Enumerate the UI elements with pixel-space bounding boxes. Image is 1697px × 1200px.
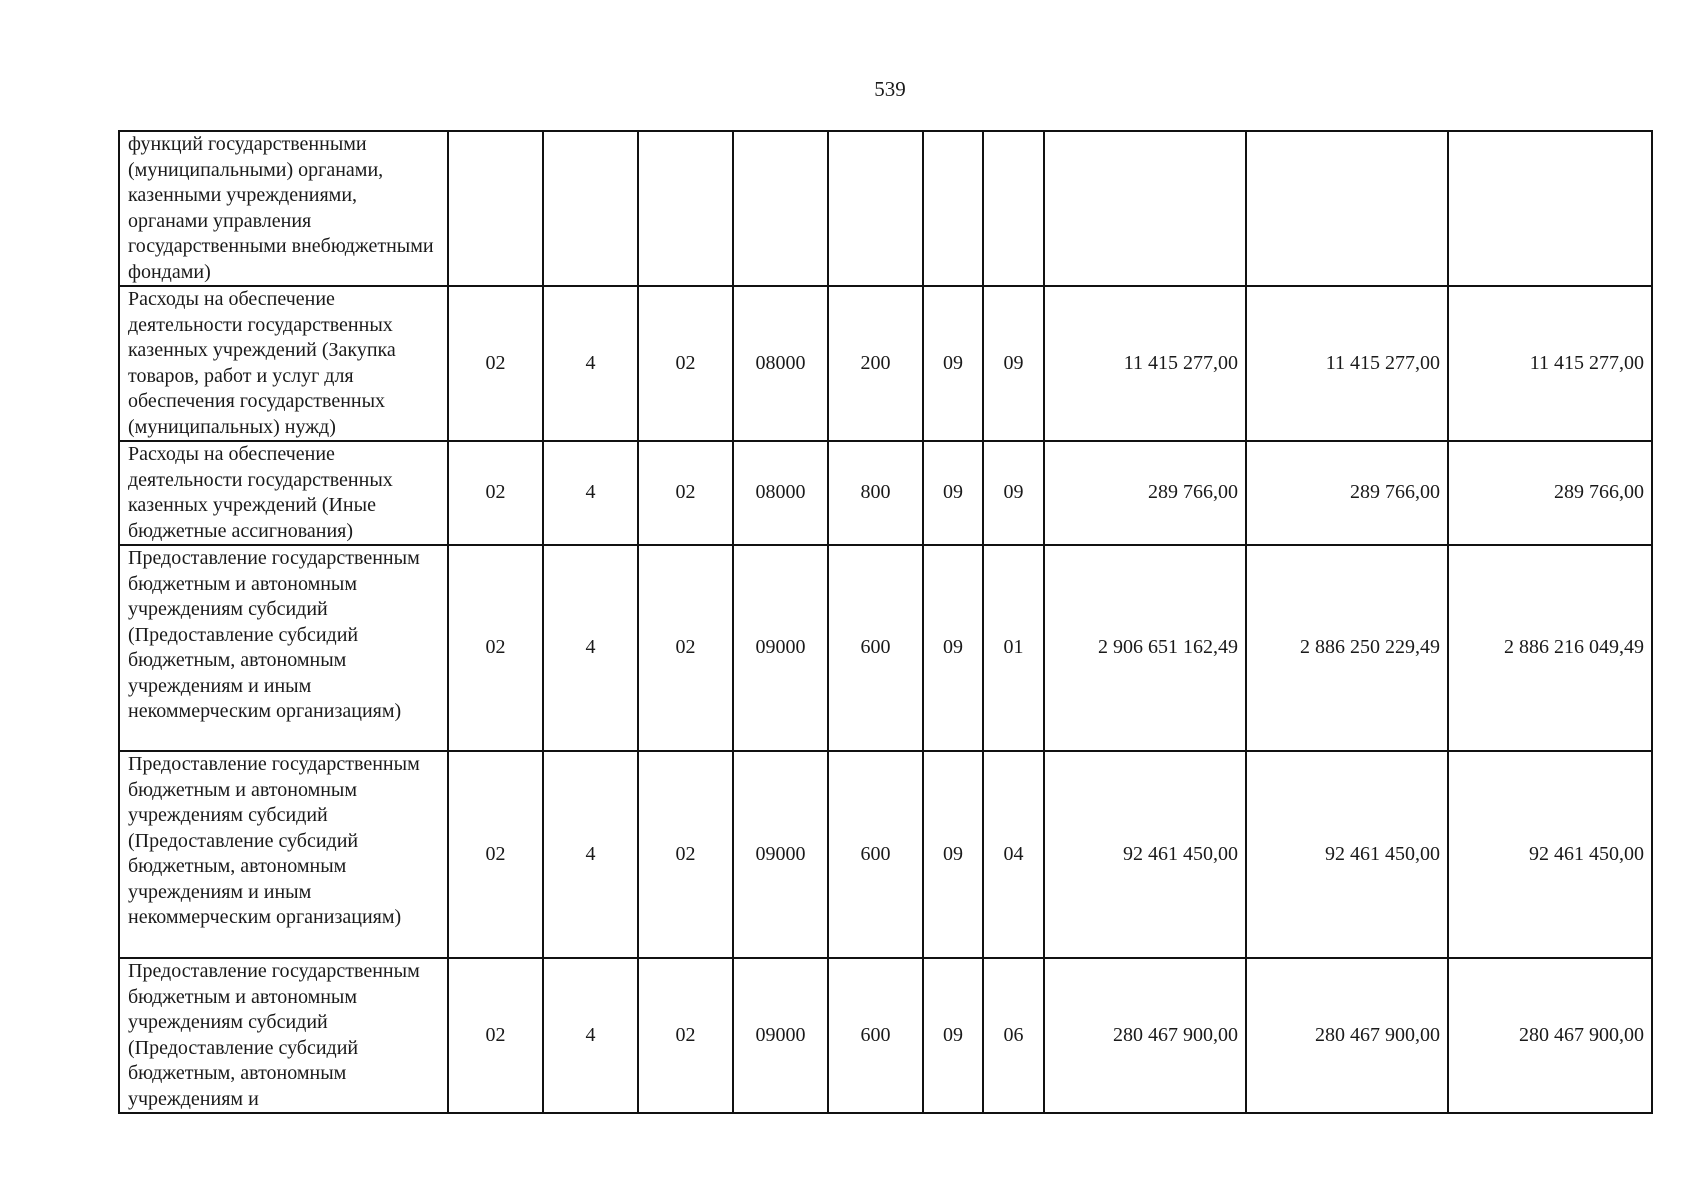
main-activity-code: 02 bbox=[638, 751, 733, 958]
main-activity-code: 02 bbox=[638, 441, 733, 545]
direction-code bbox=[733, 131, 828, 286]
subprogram-code: 4 bbox=[543, 441, 638, 545]
program-code: 02 bbox=[448, 545, 543, 751]
amount-year-3: 11 415 277,00 bbox=[1448, 286, 1652, 441]
program-code bbox=[448, 131, 543, 286]
subprogram-code: 4 bbox=[543, 545, 638, 751]
direction-code: 09000 bbox=[733, 751, 828, 958]
amount-year-2: 11 415 277,00 bbox=[1246, 286, 1448, 441]
expense-type-code: 600 bbox=[828, 545, 923, 751]
table-row bbox=[119, 131, 1652, 286]
program-code: 02 bbox=[448, 958, 543, 1113]
amount-year-1: 280 467 900,00 bbox=[1044, 958, 1246, 1113]
expense-type-code: 600 bbox=[828, 751, 923, 958]
table-row bbox=[119, 751, 1652, 958]
table-row bbox=[119, 286, 1652, 441]
subprogram-code: 4 bbox=[543, 958, 638, 1113]
main-activity-code: 02 bbox=[638, 545, 733, 751]
budget-table bbox=[118, 130, 1653, 1114]
amount-year-2: 2 886 250 229,49 bbox=[1246, 545, 1448, 751]
section-code: 09 bbox=[923, 545, 983, 751]
table-row bbox=[119, 545, 1652, 751]
amount-year-1 bbox=[1044, 131, 1246, 286]
subprogram-code: 4 bbox=[543, 286, 638, 441]
main-activity-code: 02 bbox=[638, 286, 733, 441]
section-code: 09 bbox=[923, 286, 983, 441]
main-activity-code bbox=[638, 131, 733, 286]
program-code: 02 bbox=[448, 286, 543, 441]
amount-year-3: 92 461 450,00 bbox=[1448, 751, 1652, 958]
row-description: Расходы на обеспечение деятельности государственных казенных учреждений (Закупка товаров, работ и услуг для обеспечения государственных (муниципальных) нужд) bbox=[119, 286, 448, 441]
section-code: 09 bbox=[923, 751, 983, 958]
subsection-code: 04 bbox=[983, 751, 1044, 958]
row-description: Предоставление государственным бюджетным и автономным учреждениям субсидий (Предоставление субсидий бюджетным, автономным учреждениям и bbox=[119, 958, 448, 1113]
subprogram-code bbox=[543, 131, 638, 286]
program-code: 02 bbox=[448, 751, 543, 958]
amount-year-3: 289 766,00 bbox=[1448, 441, 1652, 545]
amount-year-3: 2 886 216 049,49 bbox=[1448, 545, 1652, 751]
subsection-code: 09 bbox=[983, 441, 1044, 545]
direction-code: 09000 bbox=[733, 958, 828, 1113]
amount-year-1: 92 461 450,00 bbox=[1044, 751, 1246, 958]
amount-year-1: 11 415 277,00 bbox=[1044, 286, 1246, 441]
main-activity-code: 02 bbox=[638, 958, 733, 1113]
direction-code: 09000 bbox=[733, 545, 828, 751]
page-number: 539 bbox=[874, 77, 906, 101]
subsection-code: 06 bbox=[983, 958, 1044, 1113]
amount-year-2: 92 461 450,00 bbox=[1246, 751, 1448, 958]
row-description: функций государственными (муниципальными) органами, казенными учреждениями, органами управления государственными внебюджетными фондами) bbox=[119, 131, 448, 286]
expense-type-code: 600 bbox=[828, 958, 923, 1113]
amount-year-1: 289 766,00 bbox=[1044, 441, 1246, 545]
section-code: 09 bbox=[923, 441, 983, 545]
section-code bbox=[923, 131, 983, 286]
direction-code: 08000 bbox=[733, 441, 828, 545]
amount-year-2: 289 766,00 bbox=[1246, 441, 1448, 545]
subsection-code bbox=[983, 131, 1044, 286]
expense-type-code: 200 bbox=[828, 286, 923, 441]
row-description: Предоставление государственным бюджетным и автономным учреждениям субсидий (Предоставление субсидий бюджетным, автономным учреждениям и иным некоммерческим организациям) bbox=[119, 545, 448, 751]
subsection-code: 01 bbox=[983, 545, 1044, 751]
table-row bbox=[119, 441, 1652, 545]
amount-year-2: 280 467 900,00 bbox=[1246, 958, 1448, 1113]
section-code: 09 bbox=[923, 958, 983, 1113]
row-description: Расходы на обеспечение деятельности государственных казенных учреждений (Иные бюджетные ассигнования) bbox=[119, 441, 448, 545]
table-row bbox=[119, 958, 1652, 1113]
subprogram-code: 4 bbox=[543, 751, 638, 958]
amount-year-3: 280 467 900,00 bbox=[1448, 958, 1652, 1113]
amount-year-1: 2 906 651 162,49 bbox=[1044, 545, 1246, 751]
expense-type-code bbox=[828, 131, 923, 286]
amount-year-3 bbox=[1448, 131, 1652, 286]
program-code: 02 bbox=[448, 441, 543, 545]
direction-code: 08000 bbox=[733, 286, 828, 441]
expense-type-code: 800 bbox=[828, 441, 923, 545]
amount-year-2 bbox=[1246, 131, 1448, 286]
row-description: Предоставление государственным бюджетным и автономным учреждениям субсидий (Предоставление субсидий бюджетным, автономным учреждениям и иным некоммерческим организациям) bbox=[119, 751, 448, 958]
subsection-code: 09 bbox=[983, 286, 1044, 441]
